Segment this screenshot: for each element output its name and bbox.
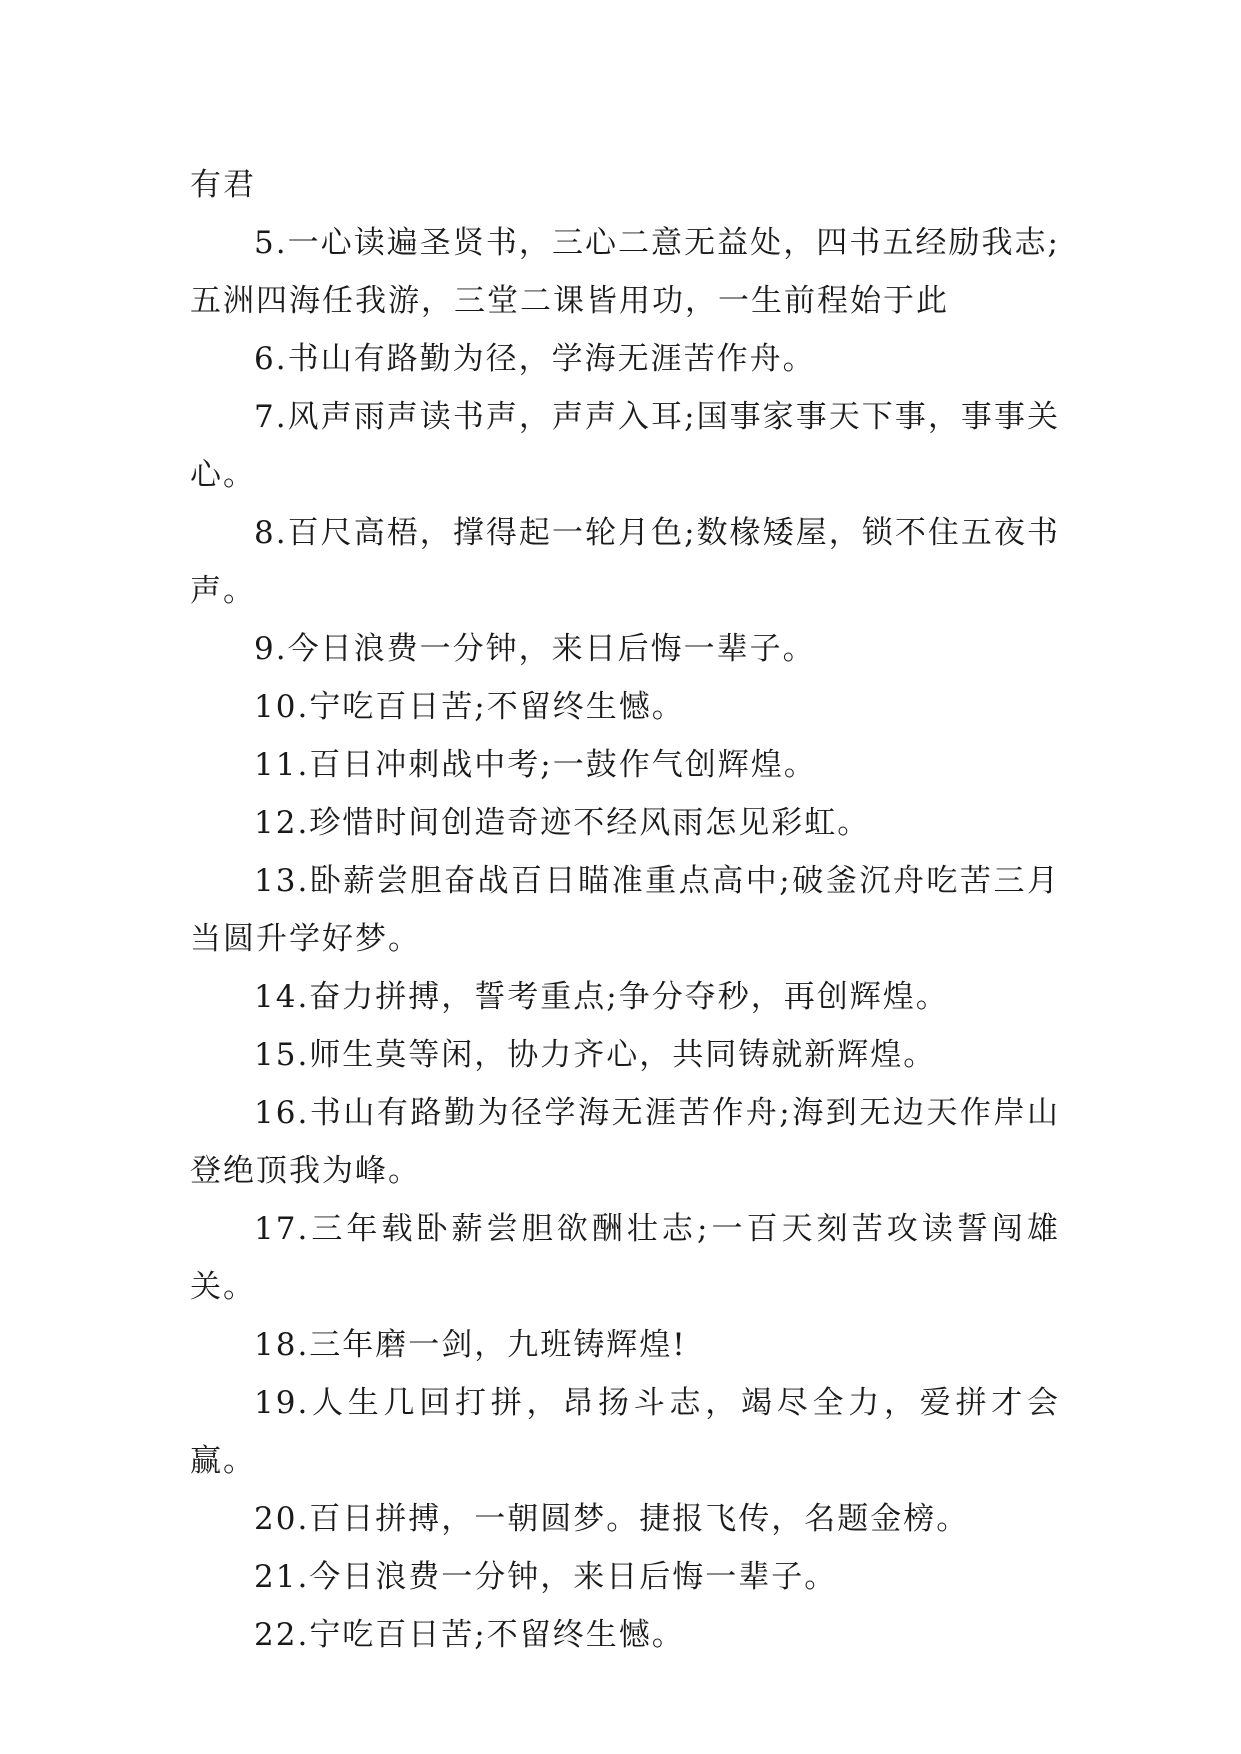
paragraph: 20.百日拼搏，一朝圆梦。捷报飞传，名题金榜。 — [254, 1501, 970, 1537]
paragraph: 18.三年磨一剑，九班铸辉煌! — [254, 1327, 687, 1363]
paragraph: 13.卧薪尝胆奋战百日瞄准重点高中;破釜沉舟吃苦三月当圆升学好梦。 — [190, 863, 1060, 957]
paragraph: 7.风声雨声读书声，声声入耳;国事家事天下事，事事关心。 — [190, 399, 1060, 493]
paragraph: 21.今日浪费一分钟，来日后悔一辈子。 — [254, 1559, 838, 1595]
paragraph: 14.奋力拼搏，誓考重点;争分夺秒，再创辉煌。 — [254, 979, 949, 1015]
paragraph: 15.师生莫等闲，协力齐心，共同铸就新辉煌。 — [254, 1037, 937, 1073]
paragraph: 10.宁吃百日苦;不留终生憾。 — [254, 689, 685, 725]
paragraph: 有君 — [190, 167, 256, 203]
paragraph: 12.珍惜时间创造奇迹不经风雨怎见彩虹。 — [254, 805, 871, 841]
paragraph: 8.百尺高梧，撑得起一轮月色;数椽矮屋，锁不住五夜书声。 — [190, 515, 1060, 609]
document-body — [190, 156, 1060, 1664]
paragraph: 9.今日浪费一分钟，来日后悔一辈子。 — [254, 631, 816, 667]
paragraph: 17.三年载卧薪尝胆欲酬壮志;一百天刻苦攻读誓闯雄关。 — [190, 1211, 1060, 1305]
paragraph: 6.书山有路勤为径，学海无涯苦作舟。 — [254, 341, 816, 377]
paragraph: 16.书山有路勤为径学海无涯苦作舟;海到无边天作岸山登绝顶我为峰。 — [190, 1095, 1060, 1189]
paragraph: 11.百日冲刺战中考;一鼓作气创辉煌。 — [254, 747, 817, 783]
paragraph: 5.一心读遍圣贤书，三心二意无益处，四书五经励我志;五洲四海任我游，三堂二课皆用功，一生前程始于此 — [190, 225, 1060, 319]
paragraph: 19.人生几回打拼，昂扬斗志，竭尽全力，爱拼才会赢。 — [190, 1385, 1060, 1479]
paragraph: 22.宁吃百日苦;不留终生憾。 — [254, 1617, 685, 1653]
